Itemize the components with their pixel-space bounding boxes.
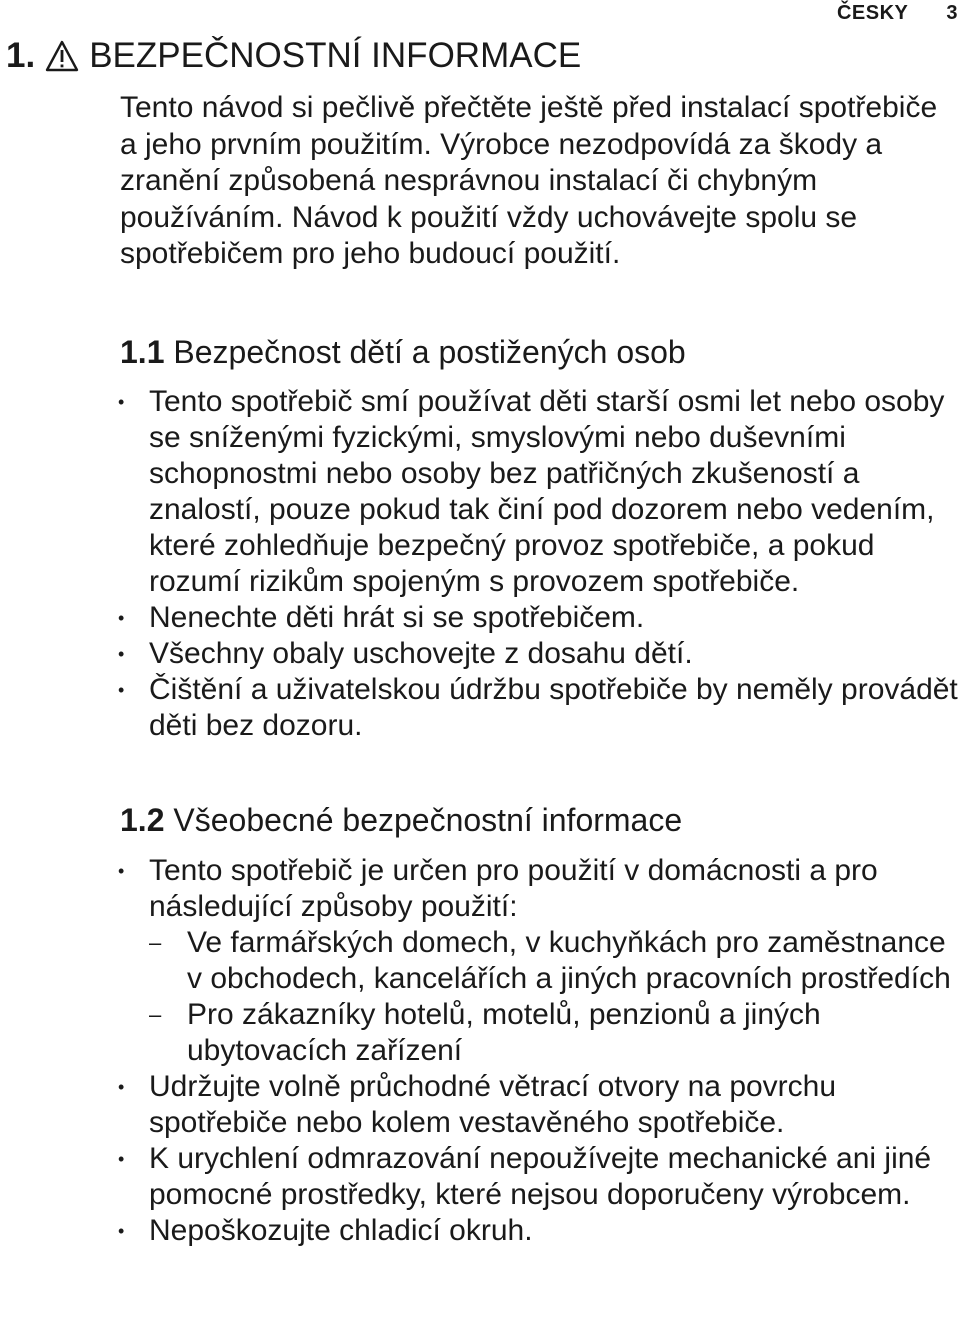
subsection-title: Všeobecné bezpečnostní informace bbox=[173, 802, 683, 838]
list-item: • Všechny obaly uschovejte z dosahu dětí. bbox=[118, 636, 960, 672]
language-label: ČESKY bbox=[836, 2, 909, 24]
section-number: 1. bbox=[6, 36, 36, 75]
section-title: BEZPEČNOSTNÍ INFORMACE bbox=[89, 36, 582, 75]
list-item: • Nepoškozujte chladicí okruh. bbox=[118, 1213, 960, 1249]
list-item bbox=[118, 853, 960, 1069]
warning-triangle-icon bbox=[45, 40, 79, 72]
page-number: 3 bbox=[946, 2, 958, 24]
list-item: • Tento spotřebič smí používat děti starší osmi let nebo osoby se sníženými fyzickými, smyslovými nebo duševními schopnostmi nebo osoby bez patřičných zkušeností a znalostí, pouze pokud tak činí pod dozorem nebo vedením, které zohledňuje bezpečný provoz spotřebiče, a pokud rozumí rizikům spojeným s provozem spotřebiče. bbox=[118, 384, 960, 600]
subsection-title: Bezpečnost dětí a postižených osob bbox=[173, 334, 686, 370]
page-header bbox=[837, 2, 958, 25]
list-item: • Nenechte děti hrát si se spotřebičem. bbox=[118, 600, 960, 636]
sub-list bbox=[149, 925, 960, 1069]
list-item: • Čištění a uživatelskou údržbu spotřebiče by neměly provádět děti bez dozoru. bbox=[118, 672, 960, 744]
section-1-2-heading bbox=[120, 802, 682, 839]
list-item: • Udržujte volně průchodné větrací otvory na povrchu spotřebiče nebo kolem vestavěného spotřebiče. bbox=[118, 1069, 960, 1141]
sub-list-item: – Ve farmářských domech, v kuchyňkách pro zaměstnance v obchodech, kancelářích a jiných pracovních prostředích bbox=[149, 925, 960, 997]
sub-list-item: – Pro zákazníky hotelů, motelů, penzionů a jiných ubytovacích zařízení bbox=[149, 997, 960, 1069]
general-safety-list bbox=[118, 853, 960, 1249]
section-1-1-heading bbox=[120, 334, 686, 371]
intro-paragraph: Tento návod si pečlivě přečtěte ještě před instalací spotřebiče a jeho prvním použitím. Výrobce nezodpovídá za škody a zranění způsobená nesprávnou instalací či chybným používáním. Návod k použití vždy uchovávejte spolu se spotřebičem pro jeho budoucí použití. bbox=[120, 91, 938, 270]
child-safety-list bbox=[118, 384, 960, 744]
list-item-text: Tento spotřebič je určen pro použití v domácnosti a pro následující způsoby použití: bbox=[149, 854, 878, 923]
list-item: • K urychlení odmrazování nepoužívejte mechanické ani jiné pomocné prostředky, které nejsou doporučeny výrobcem. bbox=[118, 1141, 960, 1213]
section-1-heading bbox=[6, 36, 581, 76]
subsection-number: 1.2 bbox=[120, 802, 165, 838]
subsection-number: 1.1 bbox=[120, 334, 165, 370]
